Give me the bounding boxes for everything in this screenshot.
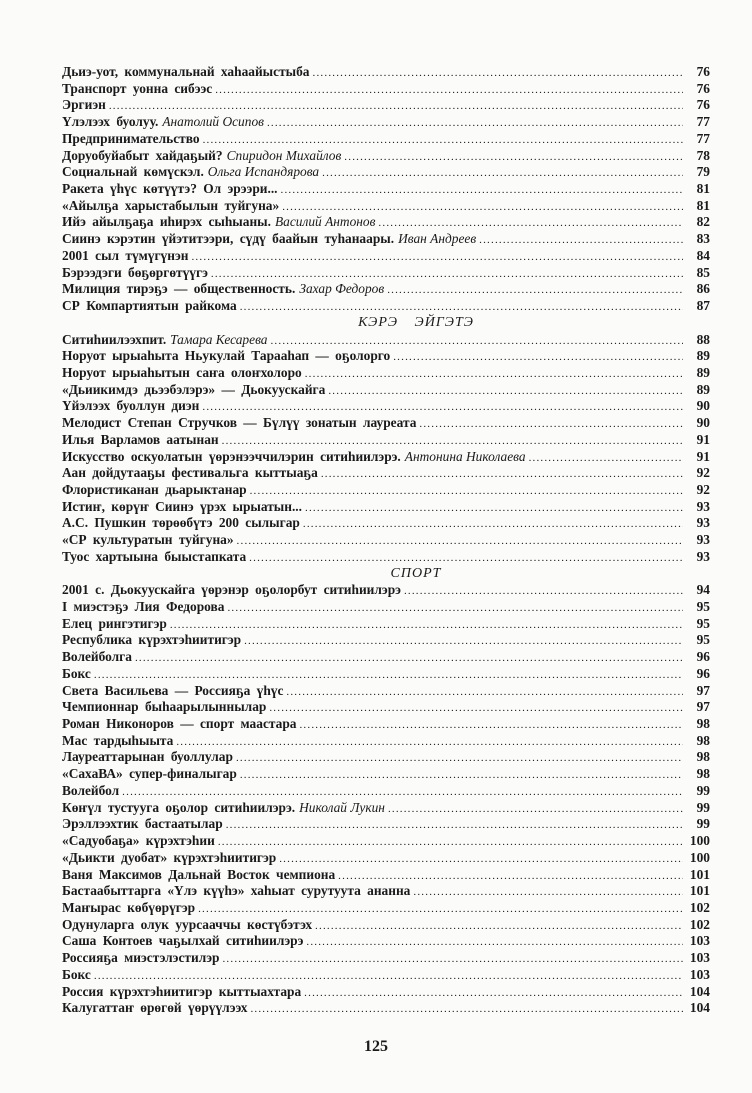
dot-leader bbox=[222, 433, 683, 449]
dot-leader bbox=[227, 600, 683, 616]
entry-title: Ваня Максимов Дальнай Восток чемпиона bbox=[62, 866, 336, 882]
entry-page: 98 bbox=[696, 766, 710, 782]
entry-title: Лауреаттарынан буоллулар bbox=[62, 749, 233, 765]
entry-title: Мас тардыһыыта bbox=[62, 732, 174, 748]
entry-title: Бастаабыттарга «Үлэ күүһэ» хаһыат сурутуута ананна bbox=[62, 883, 411, 899]
dot-leader bbox=[387, 282, 683, 298]
entry-title: I миэстэҕэ Лия Федорова bbox=[62, 599, 225, 614]
dot-leader bbox=[94, 968, 683, 984]
entry-page: 98 bbox=[696, 749, 710, 765]
toc-entry bbox=[62, 816, 710, 833]
entry-title: СР Компартиятын райкома bbox=[62, 298, 237, 314]
entry-page: 95 bbox=[696, 599, 710, 614]
dot-leader bbox=[237, 533, 683, 549]
dot-leader bbox=[344, 149, 683, 165]
entry-title: Норуот ырыаһытын саҥа олоҥхолоро bbox=[62, 364, 302, 380]
entry-title: Ракета үһүс көтүүтэ? Ол эрээри... bbox=[62, 181, 278, 197]
entry-title: Маҥырас көбүөрүгэр bbox=[62, 899, 196, 915]
entry-page: 93 bbox=[696, 532, 710, 548]
entry-title: Россияҕа миэстэлэстилэр bbox=[62, 950, 220, 966]
entry-title: Роман Никоноров — спорт маастара bbox=[62, 716, 297, 732]
toc-entry bbox=[62, 549, 710, 566]
entry-page: 84 bbox=[696, 247, 710, 263]
toc-entry bbox=[62, 933, 710, 950]
dot-leader bbox=[404, 583, 683, 599]
dot-leader bbox=[135, 650, 683, 666]
dot-leader bbox=[304, 985, 683, 1001]
entry-page: 77 bbox=[696, 130, 710, 146]
toc-entry bbox=[62, 265, 710, 282]
toc-entry bbox=[62, 867, 710, 884]
entry-page: 87 bbox=[696, 298, 710, 314]
entry-page: 81 bbox=[696, 181, 710, 197]
entry-title: Республика күрэхтэһиитигэр bbox=[62, 632, 242, 648]
entry-page: 86 bbox=[696, 281, 710, 297]
toc-entry bbox=[62, 950, 710, 967]
toc-entry bbox=[62, 465, 710, 482]
entry-page: 91 bbox=[696, 448, 710, 464]
dot-leader bbox=[215, 82, 683, 98]
toc-entry bbox=[62, 365, 710, 382]
entry-title: Волейболга bbox=[62, 649, 132, 665]
entry-title: 2001 сыл түмүгүнэн bbox=[62, 247, 189, 263]
entry-title: Одунуларга олук уурсааччы көстүбэтэх bbox=[62, 916, 313, 932]
entry-title: Бокс bbox=[62, 966, 91, 982]
entry-page: 102 bbox=[689, 916, 710, 932]
entry-title: 2001 с. Дьокуускайга үөрэнэр оҕолорбут ситиһиилэрэ bbox=[62, 582, 401, 598]
entry-author: Захар Федоров bbox=[299, 281, 385, 297]
entry-title: Илья Варламов аатынан bbox=[62, 431, 219, 447]
entry-page: 93 bbox=[696, 548, 710, 564]
dot-leader bbox=[315, 918, 683, 934]
section-heading: СПОРТ bbox=[390, 565, 442, 581]
entry-page: 95 bbox=[696, 632, 710, 648]
dot-leader bbox=[198, 901, 683, 917]
entry-title: Милиция тирэҕэ — общественность. bbox=[62, 281, 296, 297]
dot-leader bbox=[321, 466, 683, 482]
entry-author: Анатолий Осипов bbox=[162, 114, 264, 130]
entry-page: 85 bbox=[696, 264, 710, 280]
dot-leader bbox=[479, 232, 683, 248]
entry-page: 89 bbox=[696, 381, 710, 397]
dot-leader bbox=[299, 717, 683, 733]
entry-page: 90 bbox=[696, 415, 710, 431]
entry-page: 90 bbox=[696, 398, 710, 414]
dot-leader bbox=[203, 132, 683, 148]
page-number: 125 bbox=[364, 1038, 388, 1055]
dot-leader bbox=[282, 199, 683, 215]
toc-entry bbox=[62, 214, 710, 231]
dot-leader bbox=[281, 182, 683, 198]
toc-entry bbox=[62, 749, 710, 766]
dot-leader bbox=[378, 215, 683, 231]
dot-leader bbox=[122, 784, 683, 800]
entry-title: Чемпионнар быһаарылыннылар bbox=[62, 699, 267, 715]
toc-entry bbox=[62, 515, 710, 532]
entry-author: Спиридон Михайлов bbox=[226, 147, 342, 163]
entry-title: Туос хартыына быыстапката bbox=[62, 548, 247, 564]
toc-entry bbox=[62, 415, 710, 432]
entry-page: 76 bbox=[696, 97, 710, 113]
entry-title: Социальнай көмүскэл. bbox=[62, 164, 204, 180]
entry-page: 104 bbox=[689, 1000, 710, 1016]
entry-page: 103 bbox=[689, 933, 710, 949]
toc-entry bbox=[62, 332, 710, 349]
dot-leader bbox=[393, 349, 683, 365]
toc-entry bbox=[62, 532, 710, 549]
dot-leader bbox=[305, 500, 683, 516]
entry-page: 89 bbox=[696, 348, 710, 364]
entry-page: 89 bbox=[696, 364, 710, 380]
toc-entry bbox=[62, 649, 710, 666]
entry-title: Елец рингэтигэр bbox=[62, 615, 167, 631]
entry-page: 94 bbox=[696, 582, 710, 598]
table-of-contents bbox=[62, 64, 710, 1017]
toc-entry bbox=[62, 114, 710, 131]
toc-entry bbox=[62, 348, 710, 365]
entry-title: Доруобуйабыт хайдаҕый? bbox=[62, 147, 223, 163]
entry-title: «СР культуратын туйгуна» bbox=[62, 532, 234, 548]
toc-entry bbox=[62, 683, 710, 700]
dot-leader bbox=[279, 851, 683, 867]
toc-entry bbox=[62, 766, 710, 783]
entry-page: 102 bbox=[689, 899, 710, 915]
entry-title: Россия күрэхтэһиитигэр кыттыахтара bbox=[62, 983, 302, 999]
entry-page: 78 bbox=[696, 147, 710, 163]
dot-leader bbox=[211, 266, 683, 282]
entry-page: 92 bbox=[696, 465, 710, 481]
toc-entry bbox=[62, 984, 710, 1001]
toc-entry bbox=[62, 917, 710, 934]
entry-page: 82 bbox=[696, 214, 710, 230]
dot-leader bbox=[305, 366, 683, 382]
toc-entry bbox=[62, 398, 710, 415]
entry-page: 79 bbox=[696, 164, 710, 180]
entry-title: Норуот ырыаһыта Ньукулай Тарааһап — оҕолорго bbox=[62, 348, 391, 364]
entry-page: 93 bbox=[696, 498, 710, 514]
entry-page: 101 bbox=[689, 883, 710, 899]
toc-entry bbox=[62, 432, 710, 449]
entry-author: Ольга Испандярова bbox=[207, 164, 320, 180]
dot-leader bbox=[250, 483, 683, 499]
entry-page: 96 bbox=[696, 665, 710, 681]
dot-leader bbox=[202, 399, 683, 415]
toc-entry bbox=[62, 850, 710, 867]
dot-leader bbox=[249, 550, 683, 566]
entry-page: 88 bbox=[696, 331, 710, 347]
entry-page: 76 bbox=[696, 80, 710, 96]
dot-leader bbox=[313, 65, 683, 81]
dot-leader bbox=[94, 667, 683, 683]
entry-page: 92 bbox=[696, 481, 710, 497]
entry-title: Үйэлээх буоллун диэн bbox=[62, 398, 200, 414]
toc-entry bbox=[62, 131, 710, 148]
dot-leader bbox=[176, 734, 683, 750]
toc-entry bbox=[62, 198, 710, 215]
entry-page: 91 bbox=[696, 431, 710, 447]
entry-page: 76 bbox=[696, 64, 710, 79]
dot-leader bbox=[413, 884, 683, 900]
entry-page: 98 bbox=[696, 732, 710, 748]
entry-title: «Дьикти дуобат» күрэхтэһиитигэр bbox=[62, 849, 277, 865]
entry-page: 96 bbox=[696, 649, 710, 665]
dot-leader bbox=[269, 700, 683, 716]
dot-leader bbox=[419, 416, 683, 432]
entry-title: Транспорт уонна сибээс bbox=[62, 80, 213, 96]
dot-leader bbox=[218, 834, 683, 850]
entry-title: Искусство оскуолатын үөрэнээччилэрин ситиһиилэрэ. bbox=[62, 448, 401, 464]
dot-leader bbox=[244, 633, 683, 649]
toc-entry bbox=[62, 599, 710, 616]
entry-title: «СахаВА» супер-финалыгар bbox=[62, 766, 237, 782]
entry-title: Света Васильева — Россияҕа үһүс bbox=[62, 682, 284, 698]
entry-title: Истиҥ, көрүҥ Сиинэ үрэх ырыатын... bbox=[62, 498, 303, 514]
entry-title: Эрэллээхтик бастаатылар bbox=[62, 816, 223, 832]
entry-title: Саша Контоев чаҕылхай ситиһиилэрэ bbox=[62, 933, 304, 949]
dot-leader bbox=[109, 98, 683, 114]
toc-entry bbox=[62, 1000, 710, 1017]
dot-leader bbox=[236, 750, 683, 766]
dot-leader bbox=[338, 868, 683, 884]
entry-title: Дьиэ-уот, коммунальнай хаһаайыстыба bbox=[62, 64, 310, 79]
toc-entry bbox=[62, 97, 710, 114]
entry-title: «Дьиикимдэ дьээбэлэрэ» — Дьокуускайга bbox=[62, 381, 326, 397]
toc-entry bbox=[62, 499, 710, 516]
entry-title: Волейбол bbox=[62, 782, 120, 798]
dot-leader bbox=[191, 249, 683, 265]
dot-leader bbox=[306, 934, 683, 950]
dot-leader bbox=[267, 115, 683, 131]
entry-author: Николай Лукин bbox=[299, 799, 385, 815]
toc-entry bbox=[62, 883, 710, 900]
entry-page: 99 bbox=[696, 816, 710, 832]
toc-entry bbox=[62, 582, 710, 599]
entry-page: 99 bbox=[696, 782, 710, 798]
toc-entry bbox=[62, 64, 710, 81]
entry-page: 99 bbox=[696, 799, 710, 815]
entry-title: «Айылҕа харыстабылын туйгуна» bbox=[62, 197, 280, 213]
toc-entry bbox=[62, 699, 710, 716]
entry-page: 95 bbox=[696, 615, 710, 631]
toc-entry bbox=[62, 181, 710, 198]
toc-entry bbox=[62, 900, 710, 917]
entry-page: 97 bbox=[696, 682, 710, 698]
toc-entry bbox=[62, 833, 710, 850]
dot-leader bbox=[240, 299, 683, 315]
toc-entry bbox=[62, 231, 710, 248]
dot-leader bbox=[226, 817, 683, 833]
toc-entry bbox=[62, 382, 710, 399]
dot-leader bbox=[328, 383, 683, 399]
entry-title: Аан дойдутааҕы фестивальга кыттыаҕа bbox=[62, 465, 318, 481]
entry-title: Бэрээдэги бөҕөргөтүүгэ bbox=[62, 264, 208, 280]
entry-page: 101 bbox=[689, 866, 710, 882]
entry-page: 97 bbox=[696, 699, 710, 715]
entry-page: 93 bbox=[696, 515, 710, 531]
toc-entry bbox=[62, 281, 710, 298]
toc-entry bbox=[62, 449, 710, 466]
entry-page: 100 bbox=[689, 849, 710, 865]
toc-entry bbox=[62, 81, 710, 98]
toc-entry bbox=[62, 967, 710, 984]
entry-page: 98 bbox=[696, 716, 710, 732]
entry-title: Флористиканан дьарыктанар bbox=[62, 481, 247, 497]
entry-author: Тамара Кесарева bbox=[170, 331, 268, 347]
entry-page: 100 bbox=[689, 833, 710, 849]
entry-title: Ийэ айылҕаҕа иһирэх сыһыаны. bbox=[62, 214, 271, 230]
entry-title: Калугаттаҥ өрөгөй үөрүүлээх bbox=[62, 1000, 248, 1016]
dot-leader bbox=[388, 801, 683, 817]
toc-entry bbox=[62, 716, 710, 733]
toc-entry bbox=[62, 298, 710, 315]
section-heading: КЭРЭ ЭЙГЭТЭ bbox=[358, 314, 474, 330]
entry-title: Эргиэн bbox=[62, 97, 106, 113]
entry-title: «Садуобаҕа» күрэхтэһии bbox=[62, 833, 215, 849]
entry-page: 104 bbox=[689, 983, 710, 999]
toc-entry bbox=[62, 666, 710, 683]
dot-leader bbox=[322, 165, 683, 181]
toc-entry bbox=[62, 800, 710, 817]
entry-author: Антонина Николаева bbox=[404, 448, 526, 464]
entry-page: 81 bbox=[696, 197, 710, 213]
entry-page: 83 bbox=[696, 231, 710, 247]
entry-page: 103 bbox=[689, 950, 710, 966]
dot-leader bbox=[240, 767, 683, 783]
dot-leader bbox=[170, 617, 683, 633]
dot-leader bbox=[270, 333, 683, 349]
entry-page: 77 bbox=[696, 114, 710, 130]
dot-leader bbox=[250, 1001, 683, 1017]
entry-title: Мелодист Степан Стручков — Бүлүү зонатын лауреата bbox=[62, 415, 417, 431]
entry-title: Предпринимательство bbox=[62, 130, 200, 146]
dot-leader bbox=[286, 684, 683, 700]
entry-title: Сиинэ кэрэтин үйэтитээри, сүдү баайын туһанаары. bbox=[62, 231, 395, 247]
entry-title: Бокс bbox=[62, 665, 91, 681]
toc-entry bbox=[62, 783, 710, 800]
toc-entry bbox=[62, 164, 710, 181]
dot-leader bbox=[303, 516, 683, 532]
toc-entry bbox=[62, 248, 710, 265]
toc-entry bbox=[62, 616, 710, 633]
entry-page: 103 bbox=[689, 966, 710, 982]
entry-author: Василий Антонов bbox=[274, 214, 376, 230]
entry-title: Көҥүл тустууга оҕолор ситиһиилэрэ. bbox=[62, 799, 296, 815]
entry-author: Иван Андреев bbox=[398, 231, 477, 247]
toc-entry bbox=[62, 482, 710, 499]
entry-title: А.С. Пушкин төрөөбүтэ 200 сылыгар bbox=[62, 515, 300, 531]
dot-leader bbox=[529, 450, 683, 466]
toc-entry bbox=[62, 148, 710, 165]
toc-entry bbox=[62, 733, 710, 750]
entry-title: Үлэлээх буолуу. bbox=[62, 114, 159, 130]
dot-leader bbox=[222, 951, 683, 967]
entry-title: Ситиһиилээхпит. bbox=[62, 331, 167, 347]
toc-entry bbox=[62, 632, 710, 649]
